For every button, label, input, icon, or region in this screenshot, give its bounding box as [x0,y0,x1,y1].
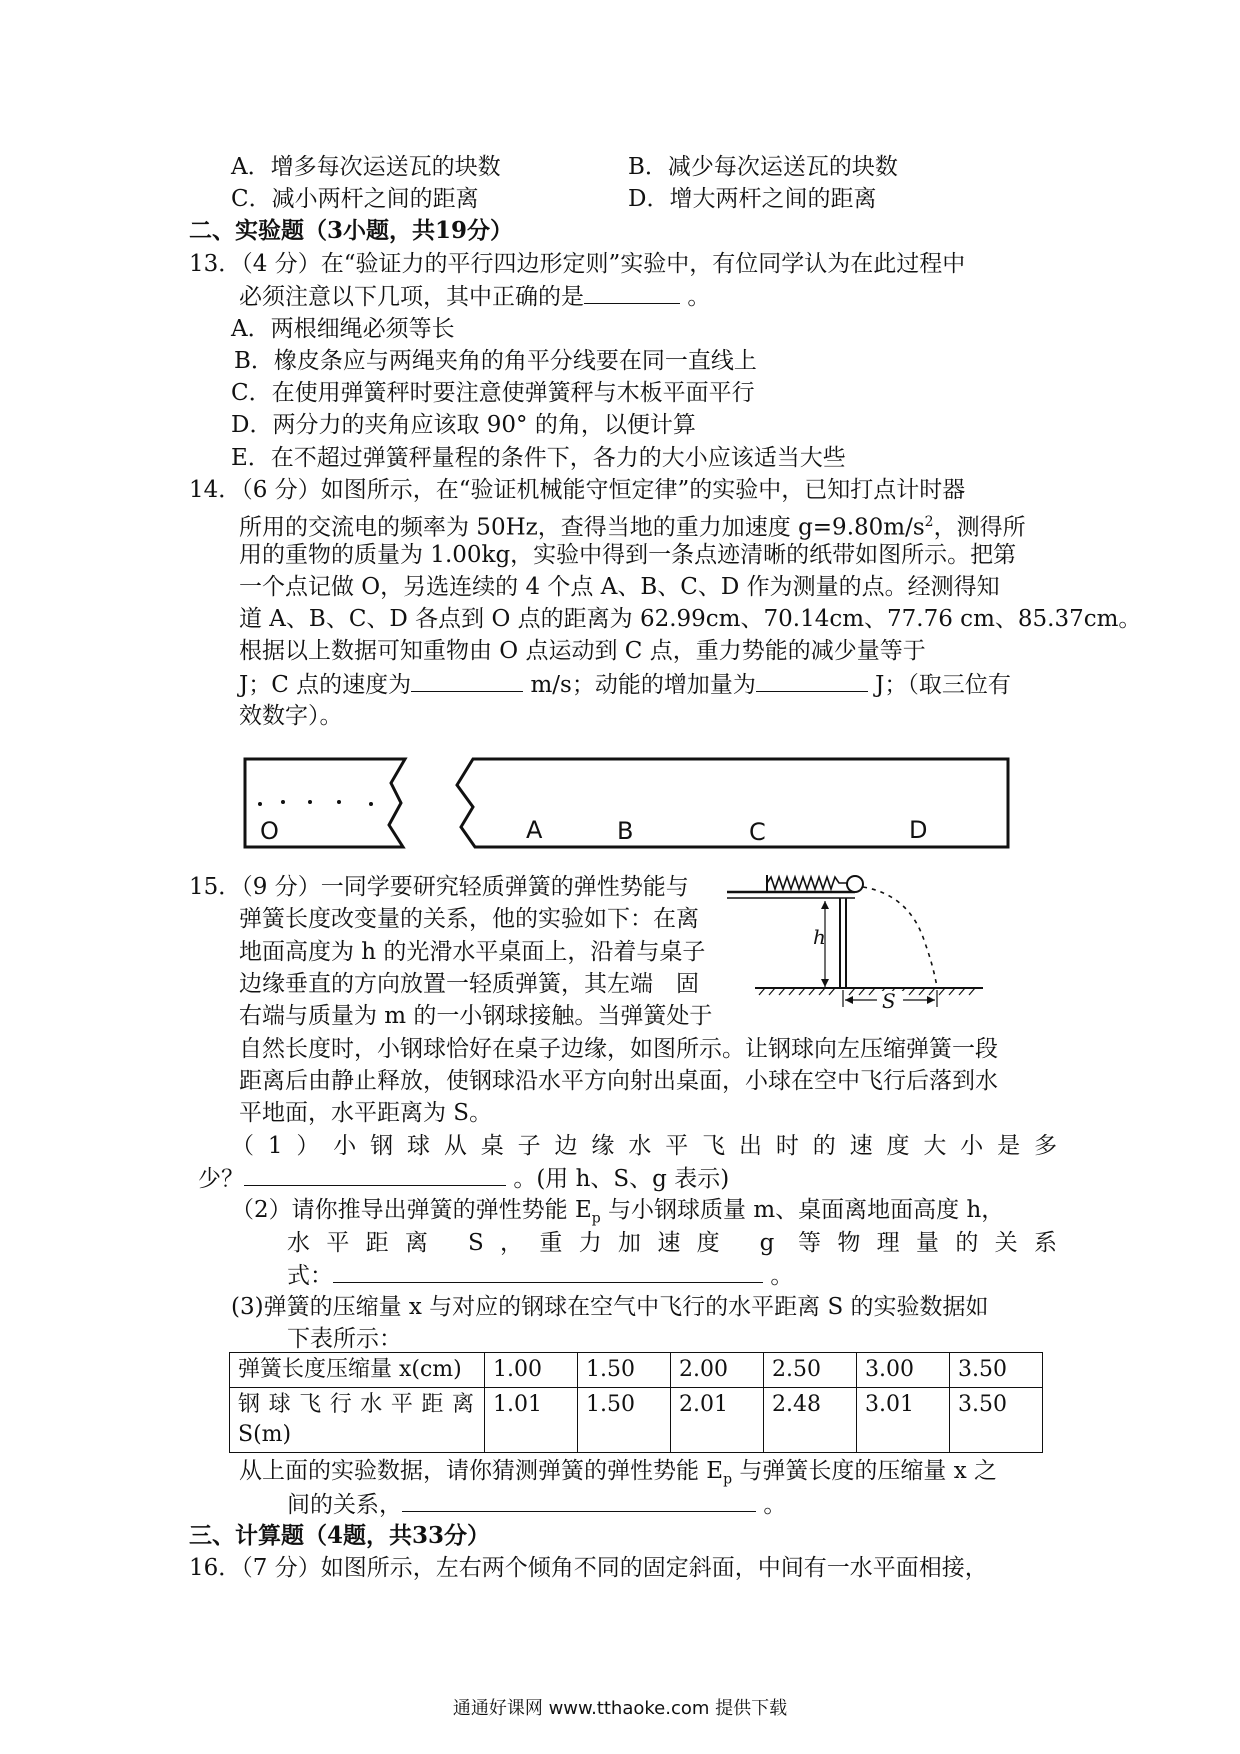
q15-p2-sub: p [591,1210,601,1227]
q13-answer-blank[interactable] [584,281,680,304]
table-cell: 2.01 [671,1388,764,1453]
q16-line1: 16．（7 分）如图所示，左右两个倾角不同的固定斜面，中间有一水平面相接， [189,1555,988,1581]
q15-p2-line3 [287,1260,793,1291]
q15-p1-line1: （1）小钢球从桌子边缘水平飞出时的速度大小是多 [231,1133,1057,1159]
q15-line3: 地面高度为 h 的光滑水平桌面上，沿着与桌子 [239,939,706,965]
q15-after-sub: p [723,1471,733,1488]
tape-dot [308,800,312,804]
q13-option-d: D．两分力的夹角应该取 90° 的角，以便计算 [231,412,696,438]
q15-line8: 平地面，水平距离为 S。 [239,1100,493,1126]
s-arrow-left [845,996,853,1004]
tape-dot [281,800,285,804]
q14-line4: 一个点记做 O，另选连续的 4 个点 A、B、C、D 作为测量的点。经测得知 [239,574,1000,600]
table-header-x: 弹簧长度压缩量 x(cm) [230,1353,485,1388]
q13-option-a: A．两根细绳必须等长 [231,316,455,342]
q13-option-c: C．在使用弹簧秤时要注意使弹簧秤与木板平面平行 [231,380,755,406]
q15-after-line1-post: 与弹簧长度的压缩量 x 之 [732,1458,997,1484]
q15-after-line2-pre: 间的关系， [287,1492,402,1518]
table-cell: 3.50 [950,1388,1043,1453]
table-cell: 1.50 [578,1353,671,1388]
q15-p2-line2: 水平距离 S，重力加速度 g 等物理量的关系 [287,1230,1057,1256]
q15-line1: 15．（9 分）一同学要研究轻质弹簧的弹性势能与 [189,874,689,900]
q12-option-c: C．减小两杆之间的距离 [231,186,479,212]
q15-after-line1-pre: 从上面的实验数据，请你猜测弹簧的弹性势能 E [239,1458,724,1484]
q15-line6: 自然长度时，小钢球恰好在桌子边缘，如图所示。让钢球向左压缩弹簧一段 [239,1036,998,1062]
q14-line7-c: J；（取三位有 [875,672,1011,698]
section3-title: 三、计算题（4题，共33分） [189,1522,491,1549]
table-row [230,1353,1043,1388]
table-cell: 3.01 [857,1388,950,1453]
trajectory [863,887,937,987]
table-cell: 3.00 [857,1353,950,1388]
q15-p2-line1-post: 与小钢球质量 m、桌面离地面高度 h， [600,1197,1005,1223]
q14-line8: 效数字）。 [239,703,343,729]
table-cell: 2.50 [764,1353,857,1388]
q15-p2-answer-blank[interactable] [333,1260,763,1283]
q14-line7-b: m/s；动能的增加量为 [530,672,756,698]
table-cell: 1.01 [485,1388,578,1453]
q12-option-b: B．减少每次运送瓦的块数 [628,154,898,180]
spring [767,877,847,889]
label-s: S [882,989,896,1013]
q15-p1-answer-blank[interactable] [244,1163,506,1186]
q15-p1-line2-pre: 少？ [198,1166,244,1192]
q15-line2: 弹簧长度改变量的关系，他的实验如下：在离 [239,906,699,932]
tape-label-d: D [909,816,928,844]
q13-line2 [239,281,710,312]
q13-option-e: E．在不超过弹簧秤量程的条件下，各力的大小应该适当大些 [231,445,846,471]
paper-tape-figure [243,755,1013,855]
q14-velocity-blank[interactable] [411,669,523,692]
q15-after-line2 [287,1489,786,1520]
q15-p3-answer-blank[interactable] [402,1489,756,1512]
s-arrow-right [927,996,935,1004]
tape-dot [369,802,373,806]
section2-title: 二、实验题（3小题，共19分） [189,217,514,244]
q14-line7 [239,669,1011,700]
tape-label-o: O [260,817,279,845]
table-cell: 2.00 [671,1353,764,1388]
q15-p3-line1: (3)弹簧的压缩量 x 与对应的钢球在空气中飞行的水平距离 S 的实验数据如 [231,1294,989,1320]
q13-line1: 13．（4 分）在“验证力的平行四边形定则”实验中，有位同学认为在此过程中 [189,251,966,277]
ground-hatching [759,988,975,995]
q14-line2-text: 所用的交流电的频率为 50Hz，查得当地的重力加速度 g=9.80m/s [239,514,925,541]
q15-p2-line1-pre: （2）请你推导出弹簧的弹性势能 E [231,1197,592,1223]
q15-after-line2-post: 。 [763,1492,787,1518]
q14-line5: 道 A、B、C、D 各点到 O 点的距离为 62.99cm、70.14cm、77.76 cm、85.37cm。 [239,606,1142,632]
q15-line4: 边缘垂直的方向放置一轻质弹簧，其左端 固 [239,971,699,997]
steel-ball [847,876,863,892]
q14-line1: 14．（6 分）如图所示，在“验证机械能守恒定律”的实验中，已知打点计时器 [189,477,966,503]
q12-option-d: D．增大两杆之间的距离 [628,186,877,212]
q15-p2-line3-post: 。 [770,1263,794,1289]
table-cell: 1.00 [485,1353,578,1388]
q12-option-a: A．增多每次运送瓦的块数 [231,154,501,180]
label-h: h [813,925,826,949]
q15-p1-line2-post: 。(用 h、S、g 表示) [513,1166,730,1192]
q14-line2 [239,507,1026,543]
q14-line7-a: J；C 点的速度为 [239,672,412,698]
table-cell: 2.48 [764,1388,857,1453]
table-header-s [230,1388,485,1453]
data-table [229,1352,1043,1453]
q13-option-b: B．橡皮条应与两绳夹角的角平分线要在同一直线上 [234,348,757,374]
tape-dot [258,802,262,806]
page-footer: 通通好课网 www.tthaoke.com 提供下载 [452,1698,788,1719]
q14-exponent: 2 [924,514,934,530]
table-row [230,1388,1043,1453]
q15-p1-line2 [198,1163,729,1194]
table-cell: 3.50 [950,1353,1043,1388]
h-arrow-bottom [821,979,829,987]
q14-line2-end: ，测得所 [933,514,1026,541]
q14-line3: 用的重物的质量为 1.00kg，实验中得到一条点迹清晰的纸带如图所示。把第 [239,542,1017,568]
q14-line6: 根据以上数据可知重物由 O 点运动到 C 点，重力势能的减少量等于 [239,638,926,664]
tape-label-a: A [526,816,543,844]
table-cell: 1.50 [578,1388,671,1453]
table-header-s-line1: 钢球飞行水平距离 [238,1392,474,1417]
q15-p2-line3-pre: 式： [287,1263,333,1289]
h-arrow-top [821,901,829,909]
table-header-s-line2: S(m) [238,1422,292,1447]
q13-line2-end: 。 [687,284,711,310]
q14-kinetic-blank[interactable] [756,669,868,692]
q15-line5: 右端与质量为 m 的一小钢球接触。当弹簧处于 [239,1003,713,1029]
q15-p3-line2: 下表所示： [287,1326,402,1352]
tape-label-b: B [617,817,634,845]
q13-line2-text: 必须注意以下几项，其中正确的是 [239,284,584,310]
tape-dot [337,800,341,804]
tape-label-c: C [749,818,766,846]
spring-table-figure [725,865,985,1015]
q15-line7: 距离后由静止释放，使钢球沿水平方向射出桌面，小球在空中飞行后落到水 [239,1068,998,1094]
